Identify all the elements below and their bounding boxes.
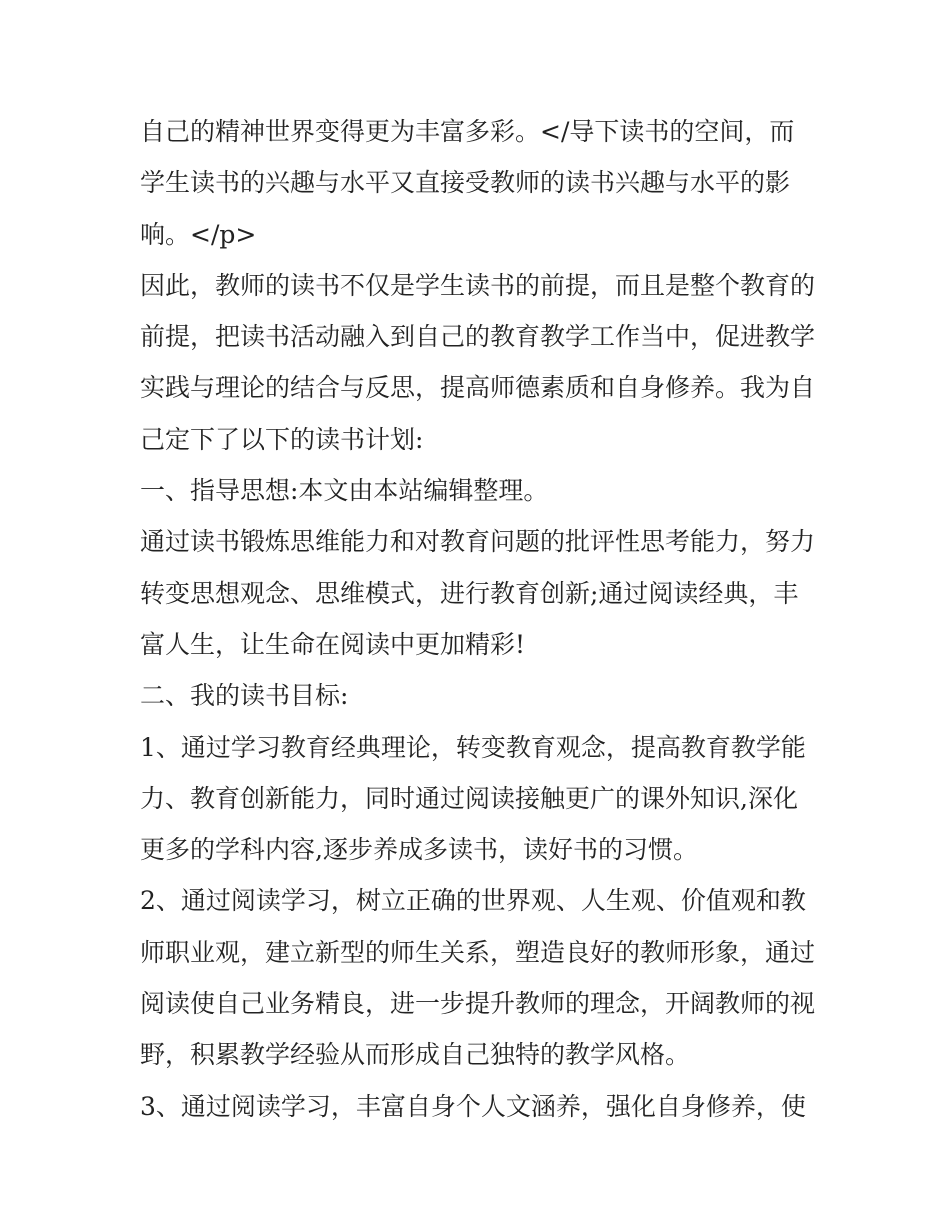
list-item-line: 3、通过阅读学习，丰富自身个人文涵养，强化自身修养，使 (140, 1091, 806, 1121)
list-item-line: 阅读使自己业务精良，进一步提升教师的理念，开阔教师的视 (140, 989, 816, 1019)
list-item-line: 野，积累教学经验从而形成自己独特的教学风格。 (140, 1040, 691, 1070)
document-body (140, 106, 820, 1132)
text-line: 因此，教师的读书不仅是学生读书的前提，而且是整个教育的 (140, 270, 816, 300)
list-item-line: 1、通过学习教育经典理论，转变教育观念，提高教育教学能 (140, 732, 806, 762)
list-item-line: 力、教育创新能力，同时通过阅读接触更广的课外知识,深化 (140, 783, 798, 813)
text-line: 自己的精神世界变得更为丰富多彩。</导下读书的空间，而 (140, 117, 795, 146)
text-line: 前提，把读书活动融入到自己的教育教学工作当中，促进教学 (140, 322, 816, 352)
text-line: 转变思想观念、思维模式，进行教育创新;通过阅读经典，丰 (140, 578, 799, 608)
text-line: 学生读书的兴趣与水平又直接受教师的读书兴趣与水平的影 (140, 168, 791, 198)
text-line: 实践与理论的结合与反思，提高师德素质和自身修养。我为自 (140, 373, 816, 403)
text-line: 富人生，让生命在阅读中更加精彩! (140, 629, 526, 659)
text-line: 己定下了以下的读书计划: (140, 424, 424, 454)
list-item-line: 更多的学科内容,逐步养成多读书，读好书的习惯。 (140, 835, 698, 865)
list-item-line: 师职业观，建立新型的师生关系，塑造良好的教师形象，通过 (140, 937, 816, 967)
list-item-line: 2、通过阅读学习，树立正确的世界观、人生观、价值观和教 (140, 886, 806, 916)
text-line: 通过读书锻炼思维能力和对教育问题的批评性思考能力，努力 (140, 527, 816, 557)
text-line: 响。</p> (140, 219, 257, 249)
section-heading: 一、指导思想:本文由本站编辑整理。 (140, 476, 549, 506)
section-heading: 二、我的读书目标: (140, 681, 349, 711)
